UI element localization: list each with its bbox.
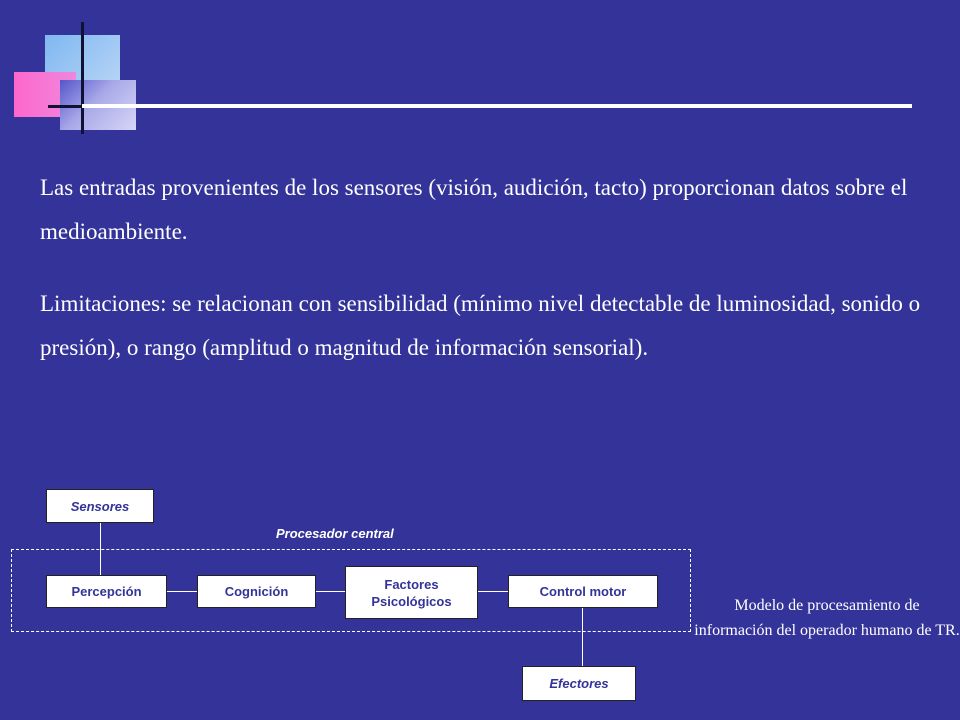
paragraph-inputs: Las entradas provenientes de los sensores (visión, audición, tacto) proporcionan datos sobre el medioambiente. bbox=[40, 175, 908, 244]
paragraph-limitations: Limitaciones: se relacionan con sensibilidad (mínimo nivel detectable de luminosidad, sonido o presión), o rango (amplitud o magnitud de información sensorial). bbox=[40, 291, 921, 360]
factores-line-1: Factores bbox=[384, 576, 439, 592]
connector-factores-control bbox=[478, 591, 508, 592]
box-sensores: Sensores bbox=[46, 489, 154, 523]
box-efectores: Efectores bbox=[522, 666, 636, 701]
decorative-vertical-line bbox=[81, 22, 84, 134]
box-factores-psicologicos bbox=[345, 566, 478, 619]
connector-cognicion-factores bbox=[316, 591, 345, 592]
connector-sensores-percepcion bbox=[100, 523, 101, 575]
central-processor-label: Procesador central bbox=[276, 526, 394, 541]
factores-line-2: Psicológicos bbox=[371, 593, 452, 609]
title-underline bbox=[82, 104, 912, 108]
decorative-horizontal-line-dark bbox=[48, 105, 82, 108]
connector-control-efectores bbox=[582, 608, 583, 666]
box-cognicion: Cognición bbox=[197, 575, 316, 608]
box-percepcion: Percepción bbox=[46, 575, 167, 608]
box-control-motor: Control motor bbox=[508, 575, 658, 608]
diagram-caption: Modelo de procesamiento de información del operador humano de TR. bbox=[694, 597, 960, 639]
connector-percepcion-cognicion bbox=[167, 591, 197, 592]
